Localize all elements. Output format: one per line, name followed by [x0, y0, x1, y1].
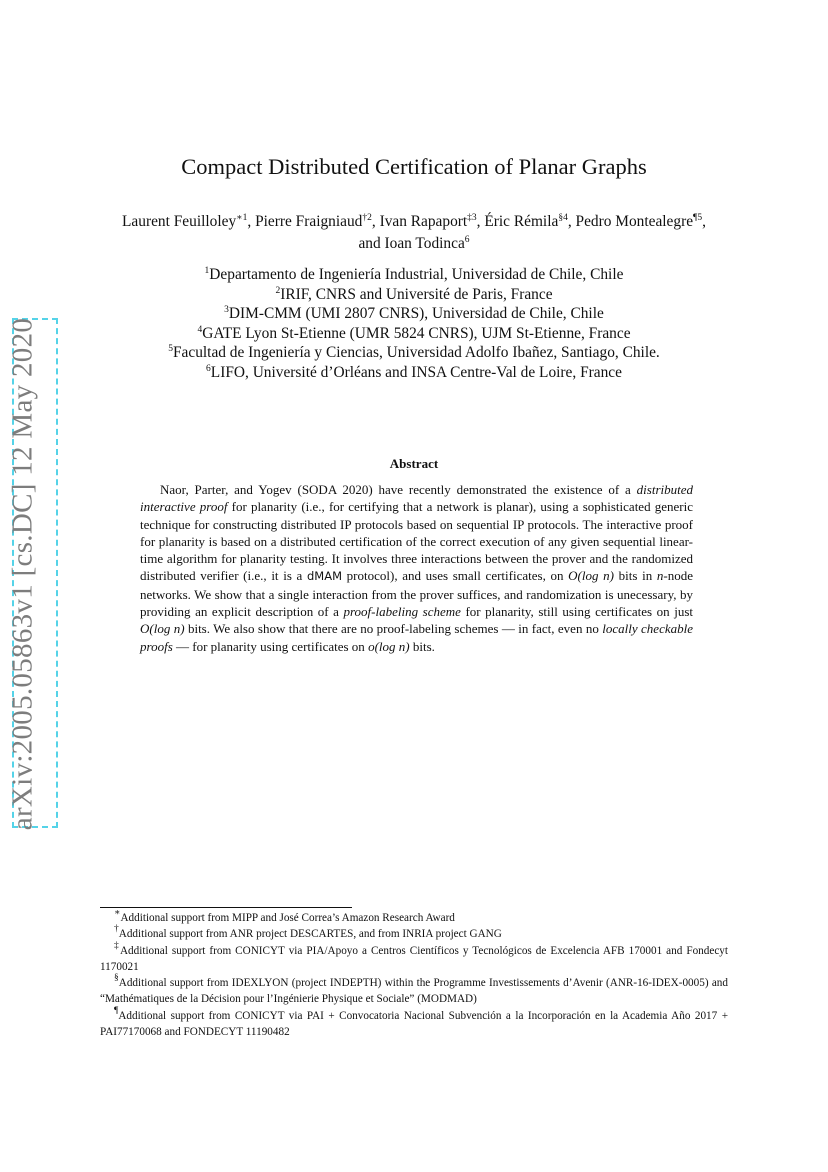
author-marks: ‡3 — [467, 213, 477, 223]
footnote — [100, 910, 728, 926]
footnote-text: Additional support from CONICYT via PIA/Apoyo a Centros Científicos y Tecnológicos de Excelencia AFB 170001 and Fondecyt 1170021 — [100, 944, 728, 973]
affiliation-number: 3 — [224, 305, 229, 316]
paper-title: Compact Distributed Certification of Planar Graphs — [181, 154, 647, 179]
affiliation-line — [100, 265, 728, 285]
affiliation-number: 5 — [168, 344, 173, 355]
affiliation-text: Facultad de Ingeniería y Ciencias, Universidad Adolfo Ibañez, Santiago, Chile. — [172, 344, 660, 362]
affiliation-number: 2 — [275, 285, 281, 296]
affiliation-list — [100, 265, 728, 383]
footnote-mark: ¶ — [114, 1005, 119, 1016]
footnote-mark: § — [114, 973, 119, 984]
footnote-text: Additional support from ANR project DESCARTES, and from INRIA project GANG — [118, 928, 502, 941]
math: n — [656, 568, 664, 584]
affiliation-number: 1 — [204, 266, 210, 276]
affiliation-text: GATE Lyon St-Etienne (UMR 5824 CNRS), UJM St-Etienne, France — [202, 324, 631, 342]
affiliation-line — [100, 285, 728, 305]
math: o(log n) — [368, 638, 410, 654]
footnote-text: Additional support from CONICYT via PAI + Convocatoria Nacional Subvención a la Incorporación en la Academia Año 2017 + PAI77170068 and FONDECYT 11190482 — [100, 1009, 728, 1039]
author-marks: 6 — [464, 235, 470, 245]
author-name: Laurent Feuilloley — [122, 213, 237, 230]
footnote — [100, 975, 728, 1008]
footnote-text: Additional support from IDEXLYON (project INDEPTH) within the Programme Investissements d’Avenir (ANR-16-IDEX-0005) and “Mathématiques de la Décision pour l’Ingénierie Physique et Sociale” (MODMAD) — [100, 977, 728, 1006]
footnote-rule — [100, 907, 352, 908]
author-name: Éric Rémila — [484, 213, 559, 230]
affiliation-text: LIFO, Université d’Orléans and INSA Centre-Val de Loire, France — [210, 363, 622, 381]
author-name: Ioan Todinca — [384, 235, 465, 252]
author-marks: ¶5 — [693, 213, 703, 223]
footnote — [100, 940, 728, 976]
abstract-text: Naor, Parter, and Yogev (SODA 2020) have recently demonstrated the existence of a distributed interactive proof for planarity (i.e., for certifying that a network is planar), using a sophisticated generic technique for constructing distributed IP protocols based on sequential IP protocols. The interactive proof for planarity is based on a distributed certification of the correct execution of any given sequential linear-time algorithm for planarity testing. It involves three interactions between the prover and the randomized distributed verifier (i.e., it is a dMAM protocol), and uses small certificates, on O(log n) bits in n-node networks. We show that a single interaction from the prover suffices, and randomization is unecessary, by providing an explicit description of a proof-labeling scheme for planarity, still using certificates on just O(log n) bits. We also show that there are no proof-labeling schemes — in fact, even no locally checkable proofs — for planarity using certificates on o(log n) bits. — [140, 482, 694, 654]
footnote — [100, 1005, 728, 1041]
protocol-name: dMAM — [306, 569, 342, 584]
affiliation-text: DIM-CMM (UMI 2807 CNRS), Universidad de Chile, Chile — [228, 305, 604, 323]
footnote-mark: † — [114, 924, 119, 935]
author-list: Laurent Feuilloley$^{∗1}$, Pierre Fraigniaud$^{\dagger 2}$, Ivan Rapaport$^{\ddagger 3}$, Éric Rémila$^{\S 4}$, Pedro Montealegre$^{\P 5}$, and Ioan Todinca$^6$ — [122, 213, 706, 252]
affiliation-number: 4 — [197, 324, 203, 335]
footnote-list — [100, 910, 728, 1040]
affiliation-number: 6 — [206, 363, 211, 374]
footnote — [100, 926, 728, 942]
affiliation-line — [100, 343, 728, 363]
affiliation-line — [100, 363, 728, 383]
affiliation-text: IRIF, CNRS and Université de Paris, France — [280, 285, 553, 303]
author-marks: §4 — [558, 213, 568, 223]
footnote-mark: ∗ — [114, 908, 121, 918]
math: O(log n) — [140, 621, 185, 637]
emphasis: proof-labeling scheme — [343, 604, 461, 620]
author-marks: †2 — [362, 213, 372, 223]
affiliation-line — [100, 304, 728, 324]
affiliation-line — [100, 324, 728, 344]
author-name: Pedro Montealegre — [575, 213, 694, 230]
affiliation-text: Departamento de Ingeniería Industrial, Universidad de Chile, Chile — [209, 266, 624, 283]
emphasis: distributed interactive proof — [140, 482, 694, 515]
arxiv-identifier[interactable]: arXiv:2005.05863v1 [cs.DC] 12 May 2020 — [6, 317, 39, 831]
author-name: Pierre Fraigniaud — [255, 213, 363, 230]
abstract-heading: Abstract — [389, 456, 439, 471]
math: O(log n) — [568, 568, 614, 584]
footnote-mark: ‡ — [114, 940, 120, 951]
footnote-text: Additional support from MIPP and José Correa’s Amazon Research Award — [120, 912, 455, 924]
author-name: Ivan Rapaport — [379, 213, 468, 230]
emphasis: locally checkable proofs — [140, 621, 693, 654]
author-marks: ∗1 — [236, 213, 248, 223]
